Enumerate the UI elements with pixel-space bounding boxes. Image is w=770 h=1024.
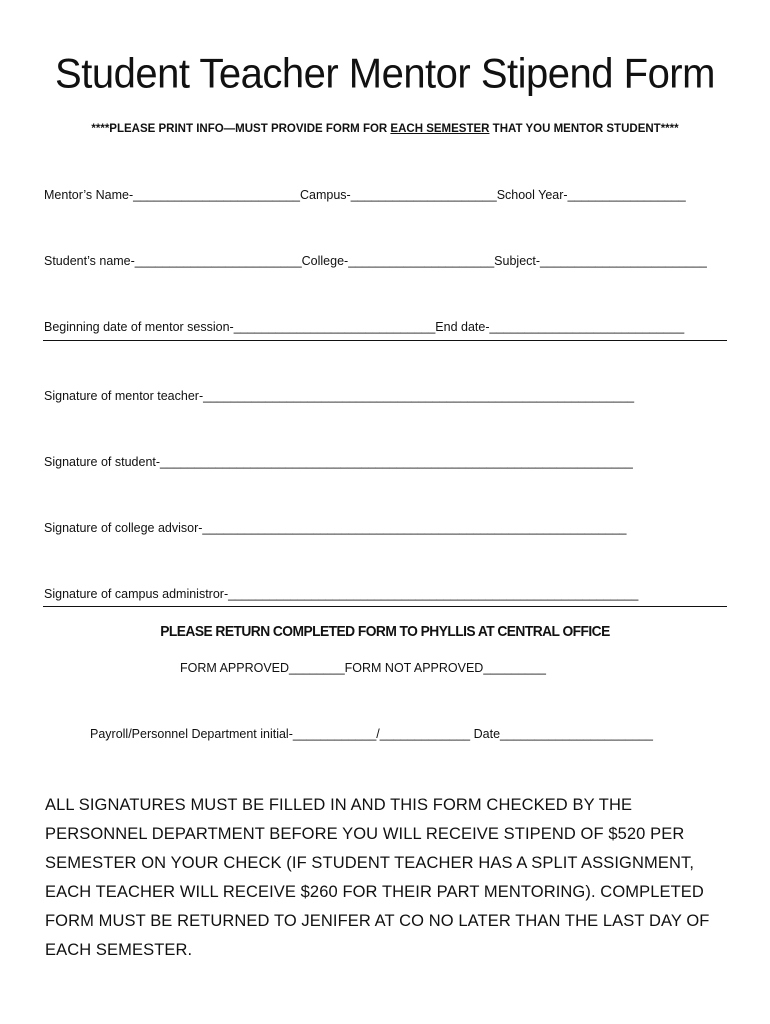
mentor-session-dates-fields[interactable]: Beginning date of mentor session-_____________________________End date-____________________________	[44, 320, 685, 334]
instruction-emphasis: EACH SEMESTER	[390, 123, 490, 135]
instruction-prefix: ****PLEASE PRINT INFO—MUST PROVIDE FORM FOR	[91, 123, 391, 135]
approval-status-fields[interactable]: FORM APPROVED________FORM NOT APPROVED_________	[180, 661, 546, 675]
return-instruction: PLEASE RETURN COMPLETED FORM TO PHYLLIS AT CENTRAL OFFICE	[160, 623, 610, 640]
signature-requirements-notice: ALL SIGNATURES MUST BE FILLED IN AND THIS FORM CHECKED BY THE PERSONNEL DEPARTMENT BEFORE YOU WILL RECEIVE STIPEND OF $520 PER SEMESTER ON YOUR CHECK (IF STUDENT TEACHER HAS A SPLIT ASSIGNMENT, EACH TEACHER WILL RECEIVE $260 FOR THEIR PART MENTORING). COMPLETED FORM MUST BE RETURNED TO JENIFER AT CO NO LATER THAN THE LAST DAY OF EACH SEMESTER.	[45, 796, 710, 959]
advisor-signature-field[interactable]: Signature of college advisor-_____________________________________________________________	[44, 521, 627, 535]
student-name-college-subject-fields[interactable]: Student’s name-________________________College-_____________________Subject-________________________	[44, 254, 707, 268]
section-divider-bottom	[43, 606, 727, 607]
mentor-signature-field[interactable]: Signature of mentor teacher-______________________________________________________________	[44, 389, 635, 403]
student-signature-field[interactable]: Signature of student-____________________________________________________________________	[44, 455, 633, 469]
administrator-signature-field[interactable]: Signature of campus administror-___________________________________________________________	[44, 587, 639, 601]
instruction-suffix: THAT YOU MENTOR STUDENT****	[489, 123, 679, 135]
print-instruction	[0, 123, 770, 135]
section-divider-top	[43, 340, 727, 341]
form-title: Student Teacher Mentor Stipend Form	[55, 50, 715, 98]
mentor-name-campus-year-fields[interactable]: Mentor’s Name-________________________Campus-_____________________School Year-_________________	[44, 188, 686, 202]
payroll-initial-date-fields[interactable]: Payroll/Personnel Department initial-____________/_____________ Date______________________	[90, 727, 653, 741]
